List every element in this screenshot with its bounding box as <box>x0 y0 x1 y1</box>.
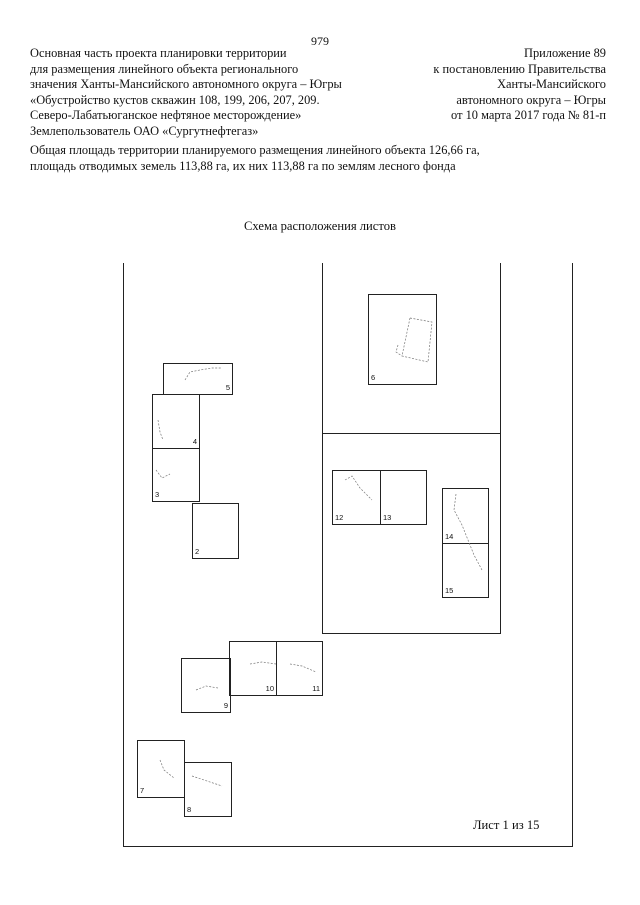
sheet-number: 13 <box>383 513 392 522</box>
sheet-number: 8 <box>187 805 192 814</box>
sheet-number: 10 <box>265 684 274 693</box>
appendix-header-line: от 10 марта 2017 года № 81-п <box>451 108 606 122</box>
sheet-number: 5 <box>225 383 230 392</box>
appendix-header-line: Ханты-Мансийского <box>497 77 606 91</box>
sheet-number: 7 <box>140 786 145 795</box>
sheet-number: 12 <box>335 513 344 522</box>
project-header-line: Основная часть проекта планировки территории <box>30 46 287 60</box>
project-header-line: значения Ханты-Мансийского автономного округа – Югры <box>30 77 342 91</box>
sheet-number: 3 <box>155 490 160 499</box>
appendix-header-line: к постановлению Правительства <box>433 61 606 76</box>
sheet-number: 9 <box>223 701 228 710</box>
sheet-number: 15 <box>445 586 454 595</box>
project-header-line: для размещения линейного объекта регионального <box>30 61 299 76</box>
sheet-number: 14 <box>445 532 454 541</box>
project-header-line: Землепользователь ОАО «Сургутнефтегаз» <box>30 123 259 138</box>
sheet-number: 11 <box>312 684 320 693</box>
sheet-counter: Лист 1 из 15 <box>473 818 540 832</box>
appendix-header-line: автономного округа – Югры <box>456 92 606 107</box>
scheme-title: Схема расположения листов <box>244 219 396 233</box>
area-statement-line: площадь отводимых земель 113,88 га, их них 113,88 га по землям лесного фонда <box>30 159 456 173</box>
page-number: 979 <box>311 34 329 48</box>
sheet-number: 2 <box>195 547 200 556</box>
project-header-line: «Обустройство кустов скважин 108, 199, 206, 207, 209. <box>30 92 320 107</box>
appendix-header-line: Приложение 89 <box>524 46 606 60</box>
sheet-number: 4 <box>192 437 197 446</box>
project-header-line: Северо-Лабатьюганское нефтяное месторождение» <box>30 108 302 122</box>
area-statement-line: Общая площадь территории планируемого размещения линейного объекта 126,66 га, <box>30 143 480 157</box>
sheet-number: 6 <box>371 373 376 382</box>
